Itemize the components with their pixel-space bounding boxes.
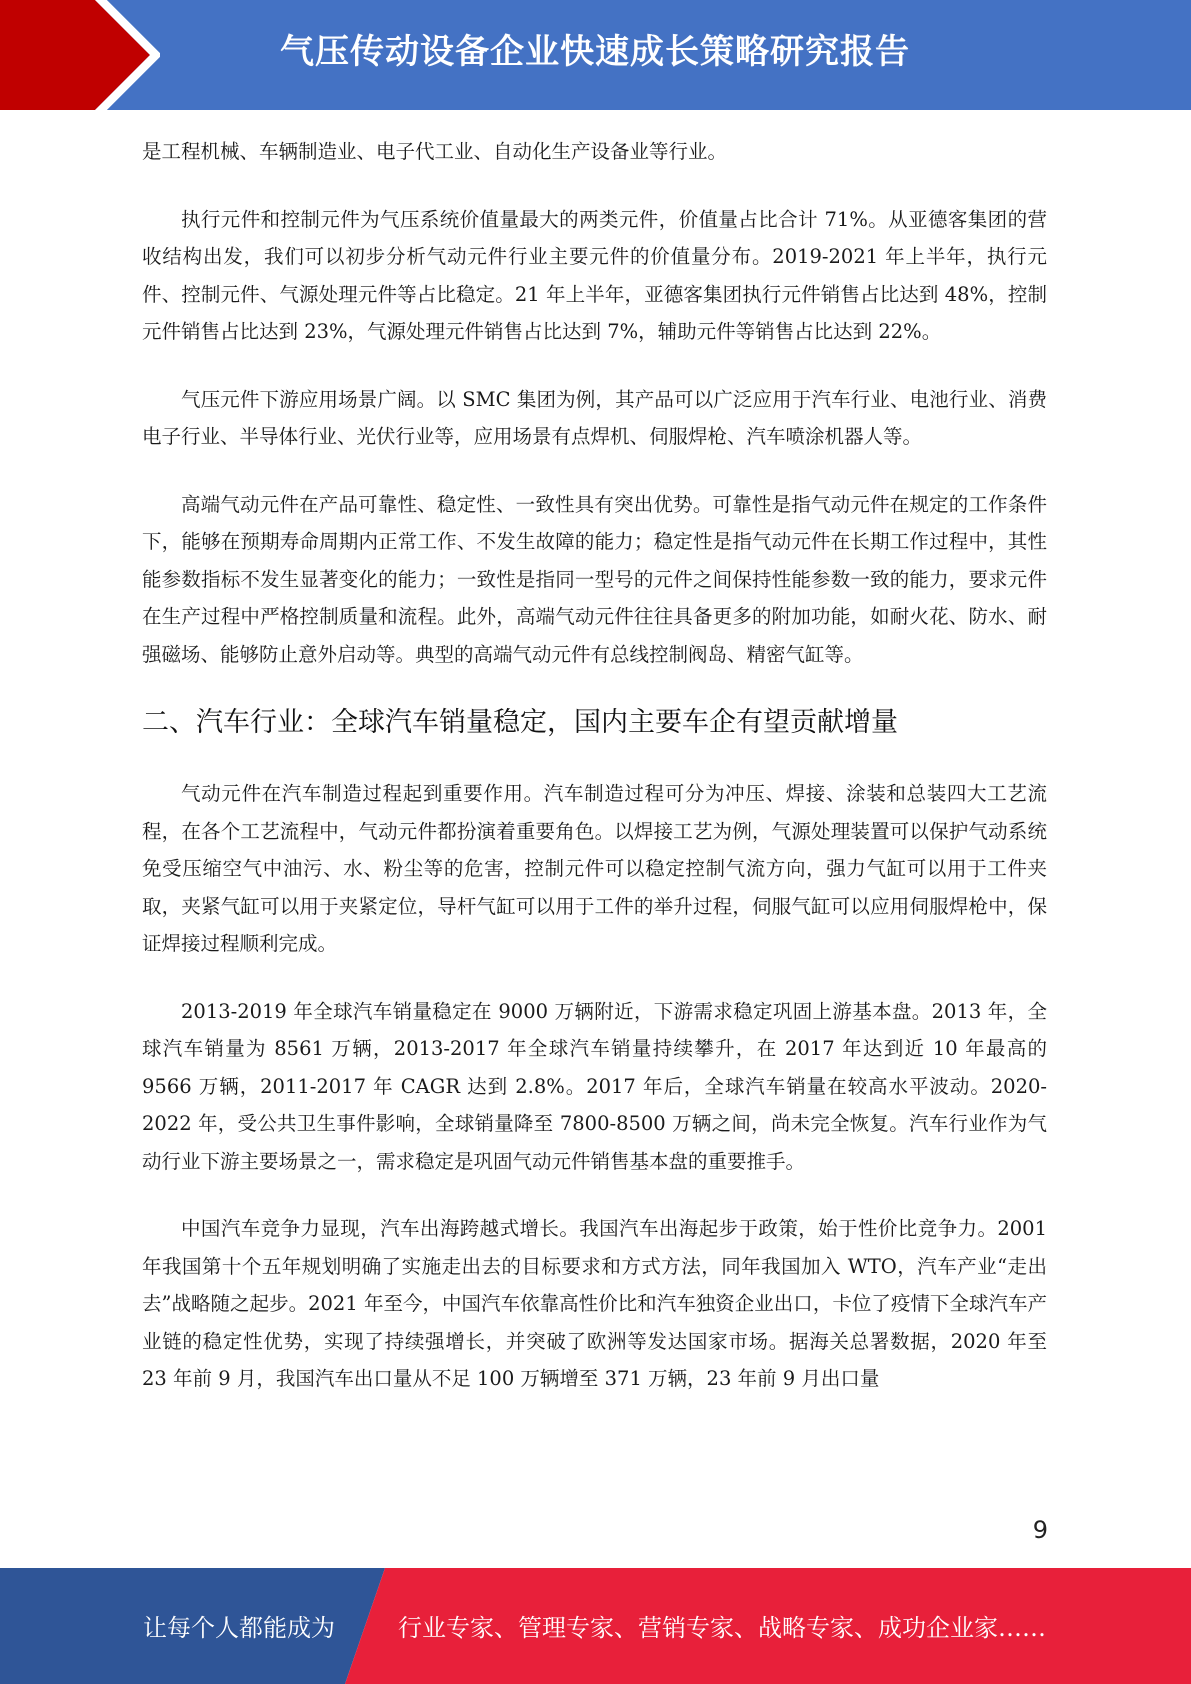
paragraph: 是工程机械、车辆制造业、电子代工业、自动化生产设备业等行业。 — [142, 140, 728, 163]
report-title: 气压传动设备企业快速成长策略研究报告 — [280, 32, 910, 72]
header-chevron-icon — [0, 0, 160, 110]
paragraph: 执行元件和控制元件为气压系统价值量最大的两类元件，价值量占比合计 71%。从亚德客集团的营收结构出发，我们可以初步分析气动元件行业主要元件的价值量分布。2019-2021 年上半年，执行元件、控制元件、气源处理元件等占比稳定。21 年上半年，亚德客集团执行元件销售占比达到 48%，控制元件销售占比达到 23%，气源处理元件销售占比达到 7%，辅助元件等销售占比达到 22%。 — [142, 207, 1047, 343]
paragraph: 中国汽车竞争力显现，汽车出海跨越式增长。我国汽车出海起步于政策，始于性价比竞争力。2001 年我国第十个五年规划明确了实施走出去的目标要求和方式方法，同年我国加入 WTO，汽车产业“走出去”战略随之起步。2021 年至今，中国汽车依靠高性价比和汽车独资企业出口，卡位了疫情下全球汽车产业链的稳定性优势，实现了持续强增长，并突破了欧洲等发达国家市场。据海关总署数据，2020 年至 23 年前 9 月，我国汽车出口量从不足 100 万辆增至 371 万辆，23 年前 9 月出口量 — [142, 1217, 1047, 1390]
page-number: 9 — [1032, 1516, 1048, 1544]
section-heading: 二、汽车行业：全球汽车销量稳定，国内主要车企有望贡献增量 — [142, 707, 898, 738]
paragraph: 气压元件下游应用场景广阔。以 SMC 集团为例，其产品可以广泛应用于汽车行业、电池行业、消费电子行业、半导体行业、光伏行业等，应用场景有点焊机、伺服焊枪、汽车喷涂机器人等。 — [142, 387, 1047, 448]
main-content — [142, 133, 1047, 1428]
page-footer — [0, 1568, 1191, 1684]
paragraph: 高端气动元件在产品可靠性、稳定性、一致性具有突出优势。可靠性是指气动元件在规定的工作条件下，能够在预期寿命周期内正常工作、不发生故障的能力；稳定性是指气动元件在长期工作过程中，其性能参数指标不发生显著变化的能力；一致性是指同一型号的元件之间保持性能参数一致的能力，要求元件在生产过程中严格控制质量和流程。此外，高端气动元件往往具备更多的附加功能，如耐火花、防水、耐强磁场、能够防止意外启动等。典型的高端气动元件有总线控制阀岛、精密气缸等。 — [142, 492, 1047, 666]
footer-slogan-left: 让每个人都能成为 — [143, 1614, 335, 1642]
paragraph: 气动元件在汽车制造过程起到重要作用。汽车制造过程可分为冲压、焊接、涂装和总装四大工艺流程，在各个工艺流程中，气动元件都扮演着重要角色。以焊接工艺为例，气源处理装置可以保护气动系统免受压缩空气中油污、水、粉尘等的危害，控制元件可以稳定控制气流方向，强力气缸可以用于工件夹取，夹紧气缸可以用于夹紧定位，导杆气缸可以用于工件的举升过程，伺服气缸可以应用伺服焊枪中，保证焊接过程顺利完成。 — [142, 782, 1047, 955]
page-header — [0, 0, 1191, 110]
footer-slogan-right: 行业专家、管理专家、营销专家、战略专家、成功企业家…… — [398, 1614, 1046, 1642]
paragraph: 2013-2019 年全球汽车销量稳定在 9000 万辆附近，下游需求稳定巩固上游基本盘。2013 年，全球汽车销量为 8561 万辆，2013-2017 年全球汽车销量持续攀升，在 2017 年达到近 10 年最高的 9566 万辆，2011-2017 年 CAGR 达到 2.8%。2017 年后，全球汽车销量在较高水平波动。2020-2022 年，受公共卫生事件影响，全球销量降至 7800-8500 万辆之间，尚未完全恢复。汽车行业作为气动行业下游主要场景之一，需求稳定是巩固气动元件销售基本盘的重要推手。 — [142, 999, 1047, 1173]
